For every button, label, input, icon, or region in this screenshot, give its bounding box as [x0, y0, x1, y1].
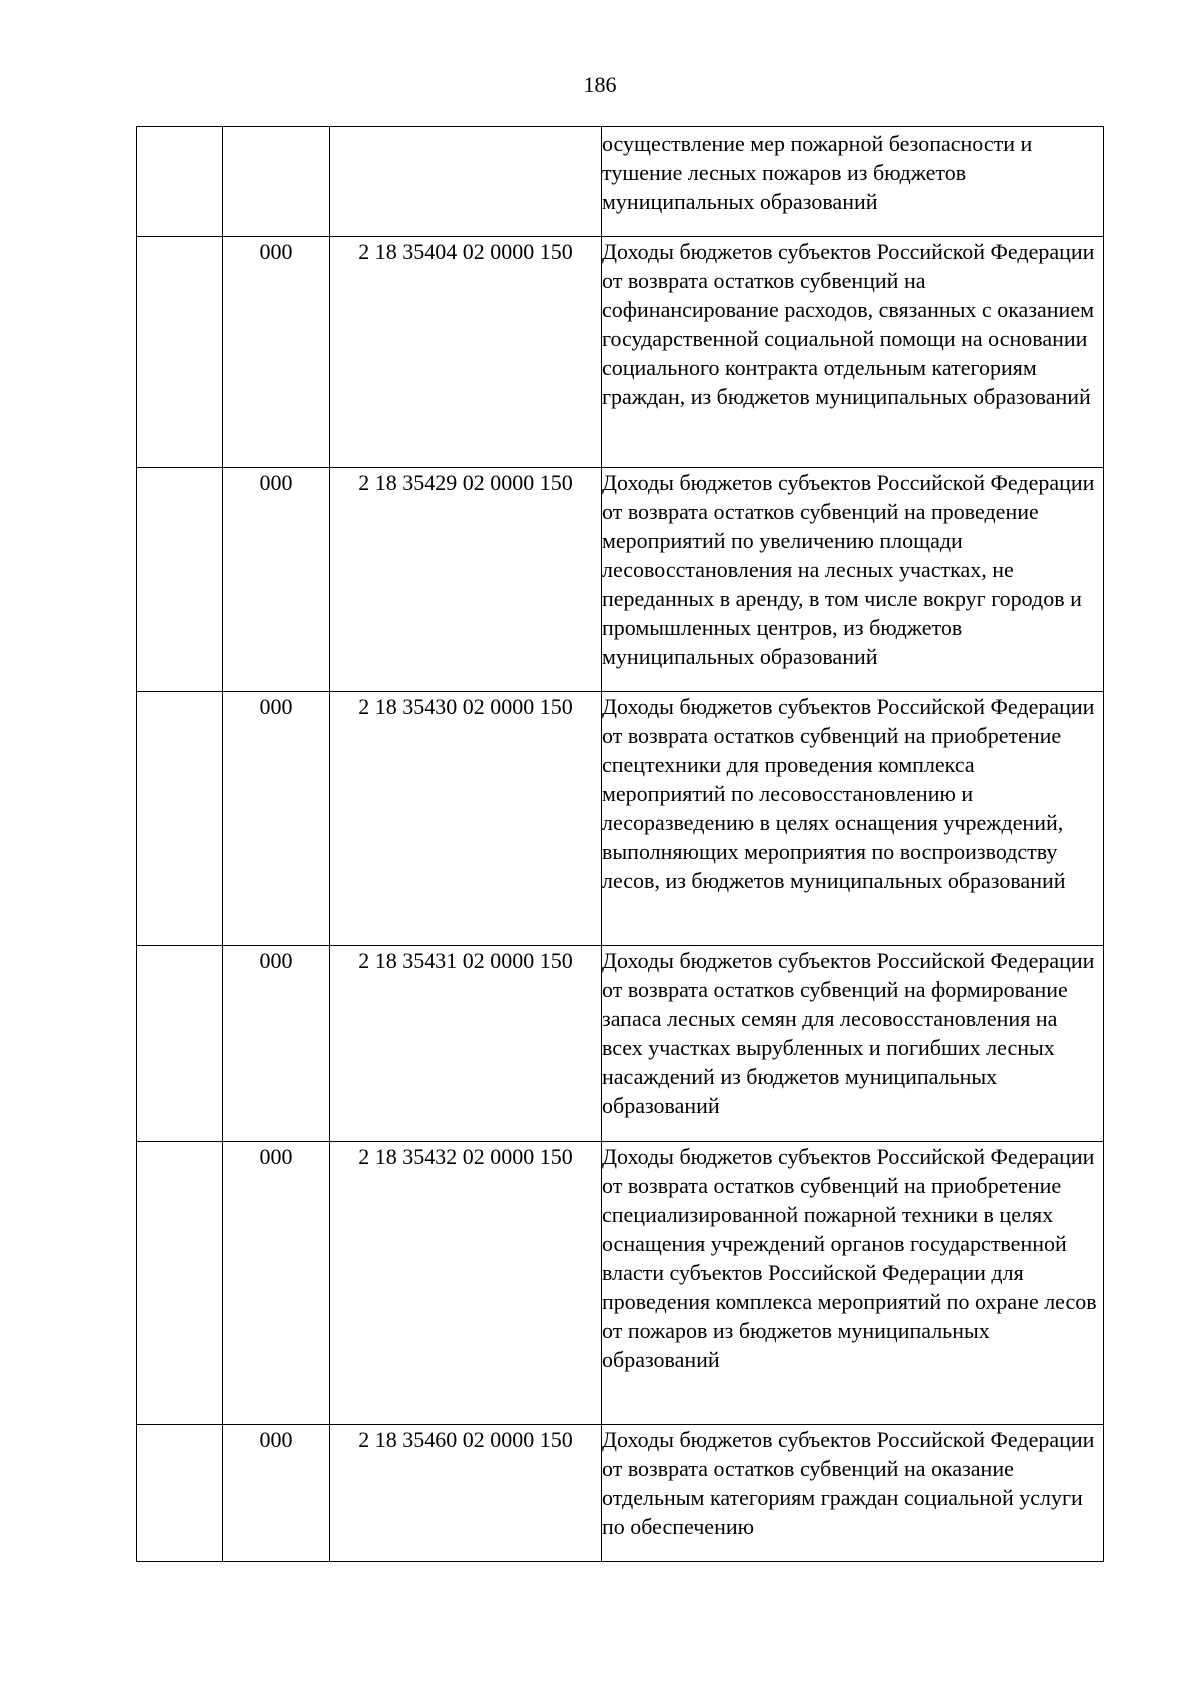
- description-cell: осуществление мер пожарной безопасности и тушение лесных пожаров из бюджетов муниципальных образований: [602, 127, 1104, 237]
- admin-code-cell: 000: [223, 946, 330, 1142]
- description-cell: Доходы бюджетов субъектов Российской Федерации от возврата остатков субвенций на формирование запаса лесных семян для лесовосстановления на всех участках вырубленных и погибших лесных насаждений из бюджетов муниципальных образований: [602, 946, 1104, 1142]
- table-row: [137, 237, 1104, 468]
- admin-code-cell: 000: [223, 237, 330, 468]
- empty-cell: [137, 1425, 223, 1562]
- budget-code-cell: [330, 127, 602, 237]
- table-row: [137, 692, 1104, 946]
- description-cell: Доходы бюджетов субъектов Российской Федерации от возврата остатков субвенций на проведение мероприятий по увеличению площади лесовосстановления на лесных участках, не переданных в аренду, в том числе вокруг городов и промышленных центров, из бюджетов муниципальных образований: [602, 468, 1104, 692]
- budget-code-cell: 2 18 35431 02 0000 150: [330, 946, 602, 1142]
- empty-cell: [137, 946, 223, 1142]
- budget-code-cell: 2 18 35404 02 0000 150: [330, 237, 602, 468]
- table-row: [137, 1425, 1104, 1562]
- budget-code-cell: 2 18 35430 02 0000 150: [330, 692, 602, 946]
- description-cell: Доходы бюджетов субъектов Российской Федерации от возврата остатков субвенций на оказание отдельным категориям граждан социальной услуги по обеспечению: [602, 1425, 1104, 1562]
- admin-code-cell: 000: [223, 1142, 330, 1425]
- admin-code-cell: 000: [223, 468, 330, 692]
- empty-cell: [137, 127, 223, 237]
- empty-cell: [137, 237, 223, 468]
- page-number: 186: [583, 72, 617, 97]
- table-row: [137, 1142, 1104, 1425]
- description-cell: Доходы бюджетов субъектов Российской Федерации от возврата остатков субвенций на приобретение специализированной пожарной техники в целях оснащения учреждений органов государственной власти субъектов Российской Федерации для проведения комплекса мероприятий по охране лесов от пожаров из бюджетов муниципальных образований: [602, 1142, 1104, 1425]
- revenue-codes-table: [136, 126, 1104, 1562]
- table-row: [137, 468, 1104, 692]
- budget-code-cell: 2 18 35429 02 0000 150: [330, 468, 602, 692]
- admin-code-cell: 000: [223, 1425, 330, 1562]
- empty-cell: [137, 1142, 223, 1425]
- admin-code-cell: 000: [223, 692, 330, 946]
- description-cell: Доходы бюджетов субъектов Российской Федерации от возврата остатков субвенций на приобретение спецтехники для проведения комплекса мероприятий по лесовосстановлению и лесоразведению в целях оснащения учреждений, выполняющих мероприятия по воспроизводству лесов, из бюджетов муниципальных образований: [602, 692, 1104, 946]
- budget-code-cell: 2 18 35432 02 0000 150: [330, 1142, 602, 1425]
- empty-cell: [137, 692, 223, 946]
- description-cell: Доходы бюджетов субъектов Российской Федерации от возврата остатков субвенций на софинансирование расходов, связанных с оказанием государственной социальной помощи на основании социального контракта отдельным категориям граждан, из бюджетов муниципальных образований: [602, 237, 1104, 468]
- table-row: [137, 127, 1104, 237]
- empty-cell: [137, 468, 223, 692]
- table-row: [137, 946, 1104, 1142]
- admin-code-cell: [223, 127, 330, 237]
- budget-code-cell: 2 18 35460 02 0000 150: [330, 1425, 602, 1562]
